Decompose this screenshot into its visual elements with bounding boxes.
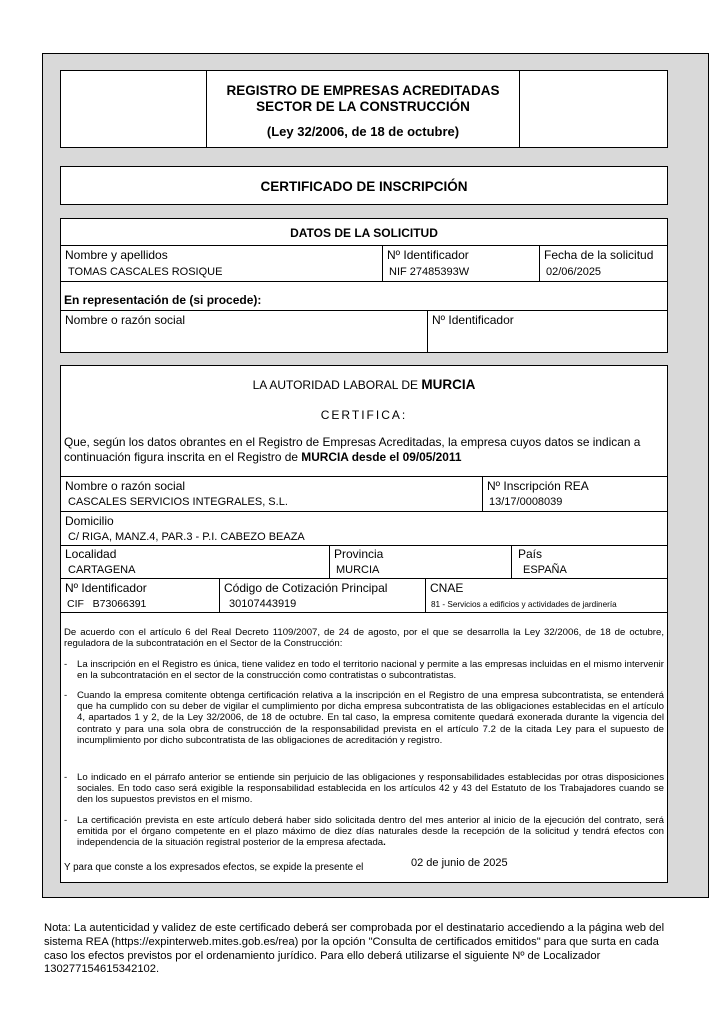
applicant-name-value: TOMAS CASCALES ROSIQUE — [68, 266, 223, 278]
rep-name-label: Nombre o razón social — [65, 313, 186, 327]
country-cell — [511, 545, 668, 579]
header-law: (Ley 32/2006, de 18 de octubre) — [266, 124, 460, 139]
request-date-value: 02/06/2025 — [546, 266, 602, 278]
authority-line — [61, 377, 667, 392]
registration-date: MURCIA desde el 09/05/2011 — [301, 450, 462, 464]
header-title-line1: REGISTRO DE EMPRESAS ACREDITADAS — [226, 83, 500, 98]
applicant-name-cell — [60, 245, 383, 282]
legal-item-3: Lo indicado en el párrafo anterior se entiende sin perjuicio de las obligaciones y responsabilidades establecidas por otras disposiciones sociales. En todo caso será exigible la responsabilidad establecida en los artículos 42 y 43 del Estatuto de los Trabajadores cuando se den los supuestos previstos en el mismo. — [77, 772, 664, 806]
locality-cell — [60, 545, 330, 579]
request-date-label: Fecha de la solicitud — [544, 248, 654, 262]
locality-label: Localidad — [65, 547, 117, 561]
legal-intro: De acuerdo con el artículo 6 del Real Decreto 1109/2007, de 24 de agosto, por el que se desarrolla la Ley 32/2006, de 18 de octubre, reguladora de la subcontratación en el Sector de la Construcción: — [64, 627, 664, 650]
certificate-title: CERTIFICADO DE INSCRIPCIÓN — [260, 179, 468, 194]
rea-number-label: Nº Inscripción REA — [487, 479, 589, 493]
rea-number-cell — [482, 476, 668, 512]
locality-value: CARTAGENA — [68, 564, 136, 576]
address-cell — [60, 511, 668, 546]
bullet-dash-1: - — [64, 659, 68, 670]
intro-line2 — [64, 450, 461, 464]
intro-line1: Que, según los datos obrantes en el Registro de Empresas Acreditadas, la empresa cuyos datos se indican a — [64, 435, 641, 449]
ccc-label: Código de Cotización Principal — [224, 581, 388, 595]
ccc-value: 30107443919 — [229, 598, 297, 610]
cnae-value: 81 - Servicios a edificios y actividades de jardinería — [431, 600, 617, 609]
province-cell — [329, 545, 512, 579]
rep-id-cell — [427, 310, 668, 353]
country-value: ESPAÑA — [523, 564, 567, 576]
representation-label: En representación de (si procede): — [64, 293, 262, 307]
request-section-title: DATOS DE LA SOLICITUD — [290, 226, 438, 240]
company-id-value: CIF B73066391 — [67, 598, 147, 610]
logo-box-right — [519, 70, 668, 148]
header-title-line2: SECTOR DE LA CONSTRUCCIÓN — [256, 99, 470, 114]
country-label: País — [518, 547, 543, 561]
certifica-label: CERTIFICA: — [320, 408, 408, 422]
request-date-cell — [539, 245, 668, 282]
legal-item-2: Cuando la empresa comitente obtenga certificación relativa a la inscripción en el Registro de una empresa subcontratista, se entenderá que ha cumplido con su deber de vigilar el cumplimiento por dicha empresa subcontratista de las obligaciones establecidas en el artículo 4, apartados 1 y 2, de la Ley 32/2006, de 18 de octubre. En tal caso, la empresa comitente quedará exonerada durante la vigencia del contrato y para una sola obra de construcción de la responsabilidad prevista en el artículo 7.2 de la citada Ley para el supuesto de incumplimiento por dicho subcontratista de las obligaciones de acreditación y registro. — [77, 690, 664, 746]
cnae-cell — [425, 578, 668, 613]
applicant-id-cell — [382, 245, 540, 282]
company-name-cell — [60, 476, 483, 512]
province-value: MURCIA — [336, 564, 380, 576]
bullet-dash-2: - — [64, 690, 68, 701]
header-title-box — [206, 70, 520, 148]
applicant-name-label: Nombre y apellidos — [65, 248, 168, 262]
cnae-label: CNAE — [430, 581, 464, 595]
rea-number-value: 13/17/0008039 — [489, 496, 563, 508]
address-label: Domicilio — [65, 514, 114, 528]
logo-box-left — [60, 70, 207, 148]
legal-item-4-end: . — [383, 837, 386, 849]
company-id-label: Nº Identificador — [65, 581, 147, 595]
legal-item-1: La inscripción en el Registro es única, tiene validez en todo el territorio nacional y permite a las empresas incluidas en el mismo intervenir en la subcontratación en el sector de la construcción como contratistas o subcontratistas. — [77, 659, 664, 682]
legal-item-4-text: La certificación prevista en este artículo deberá haber sido solicitada dentro del mes anterior al inicio de la ejecución del contrato, será emitida por el órgano competente en el plazo máximo de diez días naturales desde la recepción de la solicitud y tendrá efectos con independencia de la situación registral posterior de la empresa afectada — [77, 815, 664, 849]
ccc-cell — [219, 578, 426, 613]
bullet-dash-3: - — [64, 772, 68, 783]
rep-name-cell — [60, 310, 428, 353]
applicant-id-value: NIF 27485393W — [389, 266, 470, 278]
certificate-title-box — [60, 166, 668, 205]
province-label: Provincia — [334, 547, 384, 561]
closing-text: Y para que conste a los expresados efectos, se expide la presente el — [64, 862, 364, 873]
issue-date: 02 de junio de 2025 — [411, 857, 508, 869]
company-id-cell — [60, 578, 220, 613]
verification-note: Nota: La autenticidad y validez de este certificado deberá ser comprobada por el destinatario accediendo a la página web del sistema REA (https://expinterweb.mites.gob.es/rea) por la opción "Consulta de certificados emitidos" para que surta en cada caso los efectos previstos por el ordenamiento jurídico. Para ello deberá utilizarse el siguiente Nº de Localizador 130277154615342102. — [44, 922, 665, 976]
intro-line2-text: continuación figura inscrita en el Registro de — [64, 450, 302, 464]
address-value: C/ RIGA, MANZ.4, PAR.3 - P.I. CABEZO BEAZA — [68, 531, 305, 543]
company-name-label: Nombre o razón social — [65, 479, 186, 493]
rep-id-label: Nº Identificador — [432, 313, 514, 327]
applicant-id-label: Nº Identificador — [387, 248, 469, 262]
authority-prefix: LA AUTORIDAD LABORAL DE — [252, 378, 422, 392]
authority-region: MURCIA — [421, 377, 476, 392]
company-name-value: CASCALES SERVICIOS INTEGRALES, S.L. — [68, 496, 288, 508]
bullet-dash-4: - — [64, 815, 68, 826]
legal-item-4 — [77, 815, 664, 849]
